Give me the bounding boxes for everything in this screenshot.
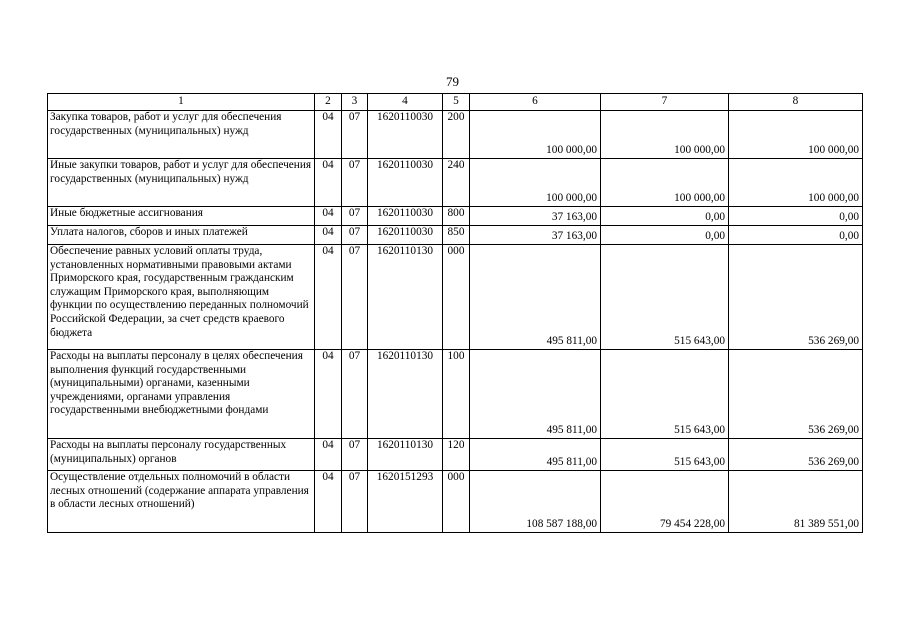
column-header: 5	[443, 94, 470, 111]
amount-col-8: 0,00	[729, 226, 863, 245]
column-header: 1	[48, 94, 315, 111]
row-name: Расходы на выплаты персоналу в целях обеспечения выполнения функций государственными (муниципальными) органами, казенными учреждениями, органами управления государственными внебюджетными фондами	[48, 350, 315, 439]
section-code: 04	[315, 471, 342, 533]
row-name: Иные закупки товаров, работ и услуг для обеспечения государственных (муниципальных) нужд	[48, 159, 315, 207]
section-code: 04	[315, 111, 342, 159]
budget-table	[47, 93, 863, 533]
amount-col-7: 515 643,00	[601, 245, 729, 350]
expense-type-code: 000	[443, 471, 470, 533]
amount-col-6: 108 587 188,00	[470, 471, 601, 533]
target-article-code: 1620110130	[368, 439, 443, 471]
amount-col-7: 0,00	[601, 226, 729, 245]
section-code: 04	[315, 245, 342, 350]
expense-type-code: 800	[443, 207, 470, 226]
expense-type-code: 000	[443, 245, 470, 350]
table-row	[48, 207, 863, 226]
subsection-code: 07	[342, 471, 368, 533]
table-row	[48, 471, 863, 533]
amount-col-8: 81 389 551,00	[729, 471, 863, 533]
amount-col-8: 100 000,00	[729, 111, 863, 159]
target-article-code: 1620110030	[368, 159, 443, 207]
expense-type-code: 120	[443, 439, 470, 471]
column-header: 2	[315, 94, 342, 111]
section-code: 04	[315, 207, 342, 226]
section-code: 04	[315, 439, 342, 471]
amount-col-8: 536 269,00	[729, 350, 863, 439]
subsection-code: 07	[342, 207, 368, 226]
section-code: 04	[315, 226, 342, 245]
amount-col-8: 536 269,00	[729, 245, 863, 350]
target-article-code: 1620110130	[368, 245, 443, 350]
amount-col-7: 79 454 228,00	[601, 471, 729, 533]
section-code: 04	[315, 159, 342, 207]
table-header-row	[48, 94, 863, 111]
subsection-code: 07	[342, 245, 368, 350]
column-header: 8	[729, 94, 863, 111]
row-name: Уплата налогов, сборов и иных платежей	[48, 226, 315, 245]
expense-type-code: 100	[443, 350, 470, 439]
expense-type-code: 850	[443, 226, 470, 245]
table-row	[48, 111, 863, 159]
subsection-code: 07	[342, 111, 368, 159]
row-name: Расходы на выплаты персоналу государственных (муниципальных) органов	[48, 439, 315, 471]
page-number: 79	[446, 74, 459, 89]
amount-col-7: 0,00	[601, 207, 729, 226]
section-code: 04	[315, 350, 342, 439]
amount-col-6: 495 811,00	[470, 439, 601, 471]
target-article-code: 1620110030	[368, 207, 443, 226]
row-name: Осуществление отдельных полномочий в области лесных отношений (содержание аппарата управления в области лесных отношений)	[48, 471, 315, 533]
subsection-code: 07	[342, 159, 368, 207]
amount-col-7: 515 643,00	[601, 439, 729, 471]
column-header: 6	[470, 94, 601, 111]
column-header: 3	[342, 94, 368, 111]
table-row	[48, 439, 863, 471]
table-row	[48, 226, 863, 245]
amount-col-6: 495 811,00	[470, 245, 601, 350]
amount-col-7: 515 643,00	[601, 350, 729, 439]
expense-type-code: 200	[443, 111, 470, 159]
target-article-code: 1620110030	[368, 226, 443, 245]
table-row	[48, 350, 863, 439]
amount-col-8: 100 000,00	[729, 159, 863, 207]
table-row	[48, 159, 863, 207]
expense-type-code: 240	[443, 159, 470, 207]
subsection-code: 07	[342, 350, 368, 439]
row-name: Закупка товаров, работ и услуг для обеспечения государственных (муниципальных) нужд	[48, 111, 315, 159]
amount-col-6: 495 811,00	[470, 350, 601, 439]
amount-col-6: 37 163,00	[470, 226, 601, 245]
column-header: 7	[601, 94, 729, 111]
amount-col-8: 536 269,00	[729, 439, 863, 471]
target-article-code: 1620151293	[368, 471, 443, 533]
amount-col-6: 100 000,00	[470, 111, 601, 159]
amount-col-6: 37 163,00	[470, 207, 601, 226]
target-article-code: 1620110030	[368, 111, 443, 159]
column-header: 4	[368, 94, 443, 111]
subsection-code: 07	[342, 226, 368, 245]
row-name: Иные бюджетные ассигнования	[48, 207, 315, 226]
table-row	[48, 245, 863, 350]
target-article-code: 1620110130	[368, 350, 443, 439]
subsection-code: 07	[342, 439, 368, 471]
amount-col-7: 100 000,00	[601, 159, 729, 207]
amount-col-7: 100 000,00	[601, 111, 729, 159]
amount-col-8: 0,00	[729, 207, 863, 226]
amount-col-6: 100 000,00	[470, 159, 601, 207]
row-name: Обеспечение равных условий оплаты труда, установленных нормативными правовыми актами Приморского края, государственным гражданским служащим Приморского края, выполняющим функции по осуществлению переданных полномочий Российской Федерации, за счет средств краевого бюджета	[48, 245, 315, 350]
